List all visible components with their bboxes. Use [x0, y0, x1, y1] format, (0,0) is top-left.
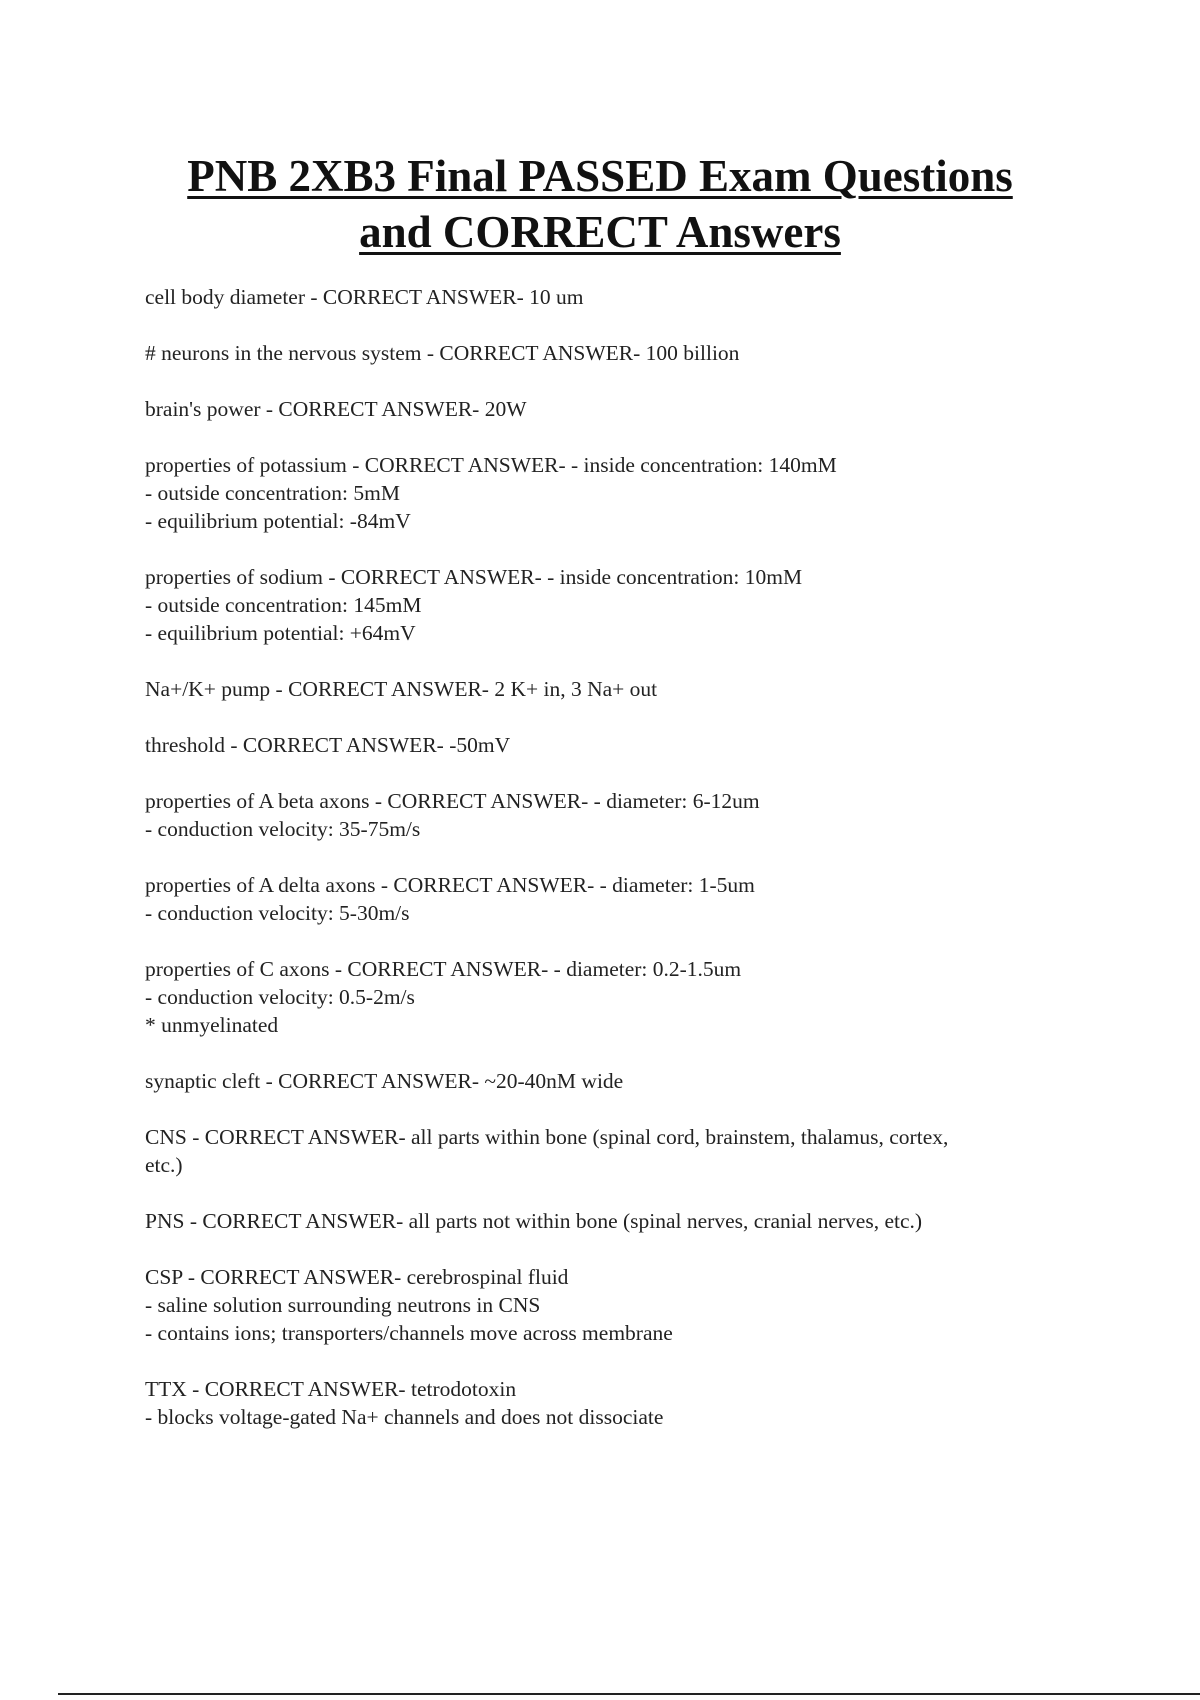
qa-line: - outside concentration: 5mM [145, 481, 400, 505]
qa-item-cell-body-diameter [145, 283, 1065, 311]
qa-line: - equilibrium potential: +64mV [145, 621, 416, 645]
qa-line: # neurons in the nervous system - CORRECT ANSWER- 100 billion [145, 341, 740, 365]
qa-line: threshold - CORRECT ANSWER- -50mV [145, 733, 511, 757]
qa-line: synaptic cleft - CORRECT ANSWER- ~20-40nM wide [145, 1069, 624, 1093]
qa-item-synaptic-cleft [145, 1067, 1065, 1095]
qa-line: properties of C axons - CORRECT ANSWER- - diameter: 0.2-1.5um [145, 957, 742, 981]
qa-line: - blocks voltage-gated Na+ channels and does not dissociate [145, 1405, 664, 1429]
qa-item-sodium [145, 563, 1065, 647]
title-line-1: PNB 2XB3 Final PASSED Exam Questions [187, 151, 1013, 201]
qa-line: - saline solution surrounding neutrons in CNS [145, 1293, 541, 1317]
qa-item-brain-power [145, 395, 1065, 423]
qa-item-csp [145, 1263, 1065, 1347]
qa-line: etc.) [145, 1153, 183, 1177]
qa-line: - conduction velocity: 0.5-2m/s [145, 985, 415, 1009]
qa-item-potassium [145, 451, 1065, 535]
qa-item-threshold [145, 731, 1065, 759]
qa-item-pns [145, 1207, 1065, 1235]
qa-list [145, 283, 1065, 1459]
qa-line: * unmyelinated [145, 1013, 279, 1037]
qa-line: Na+/K+ pump - CORRECT ANSWER- 2 K+ in, 3 Na+ out [145, 677, 658, 701]
qa-line: - outside concentration: 145mM [145, 593, 422, 617]
qa-line: properties of A delta axons - CORRECT ANSWER- - diameter: 1-5um [145, 873, 755, 897]
page-title [100, 148, 1100, 260]
qa-item-cns [145, 1123, 1065, 1179]
qa-line: - equilibrium potential: -84mV [145, 509, 411, 533]
page-bottom-divider [58, 1693, 1200, 1695]
qa-line: - contains ions; transporters/channels move across membrane [145, 1321, 673, 1345]
qa-line: PNS - CORRECT ANSWER- all parts not within bone (spinal nerves, cranial nerves, etc.) [145, 1209, 923, 1233]
qa-line: CSP - CORRECT ANSWER- cerebrospinal fluid [145, 1265, 569, 1289]
qa-line: properties of potassium - CORRECT ANSWER- - inside concentration: 140mM [145, 453, 837, 477]
qa-line: TTX - CORRECT ANSWER- tetrodotoxin [145, 1377, 517, 1401]
qa-line: CNS - CORRECT ANSWER- all parts within bone (spinal cord, brainstem, thalamus, cortex, [145, 1125, 949, 1149]
qa-item-neuron-count [145, 339, 1065, 367]
qa-item-ttx [145, 1375, 1065, 1431]
qa-line: properties of A beta axons - CORRECT ANSWER- - diameter: 6-12um [145, 789, 760, 813]
qa-item-c-axons [145, 955, 1065, 1039]
qa-line: - conduction velocity: 35-75m/s [145, 817, 421, 841]
qa-item-a-delta-axons [145, 871, 1065, 927]
qa-item-a-beta-axons [145, 787, 1065, 843]
qa-line: - conduction velocity: 5-30m/s [145, 901, 410, 925]
qa-line: cell body diameter - CORRECT ANSWER- 10 um [145, 285, 584, 309]
title-line-2: and CORRECT Answers [359, 207, 841, 257]
qa-line: properties of sodium - CORRECT ANSWER- - inside concentration: 10mM [145, 565, 803, 589]
qa-line: brain's power - CORRECT ANSWER- 20W [145, 397, 527, 421]
qa-item-na-k-pump [145, 675, 1065, 703]
